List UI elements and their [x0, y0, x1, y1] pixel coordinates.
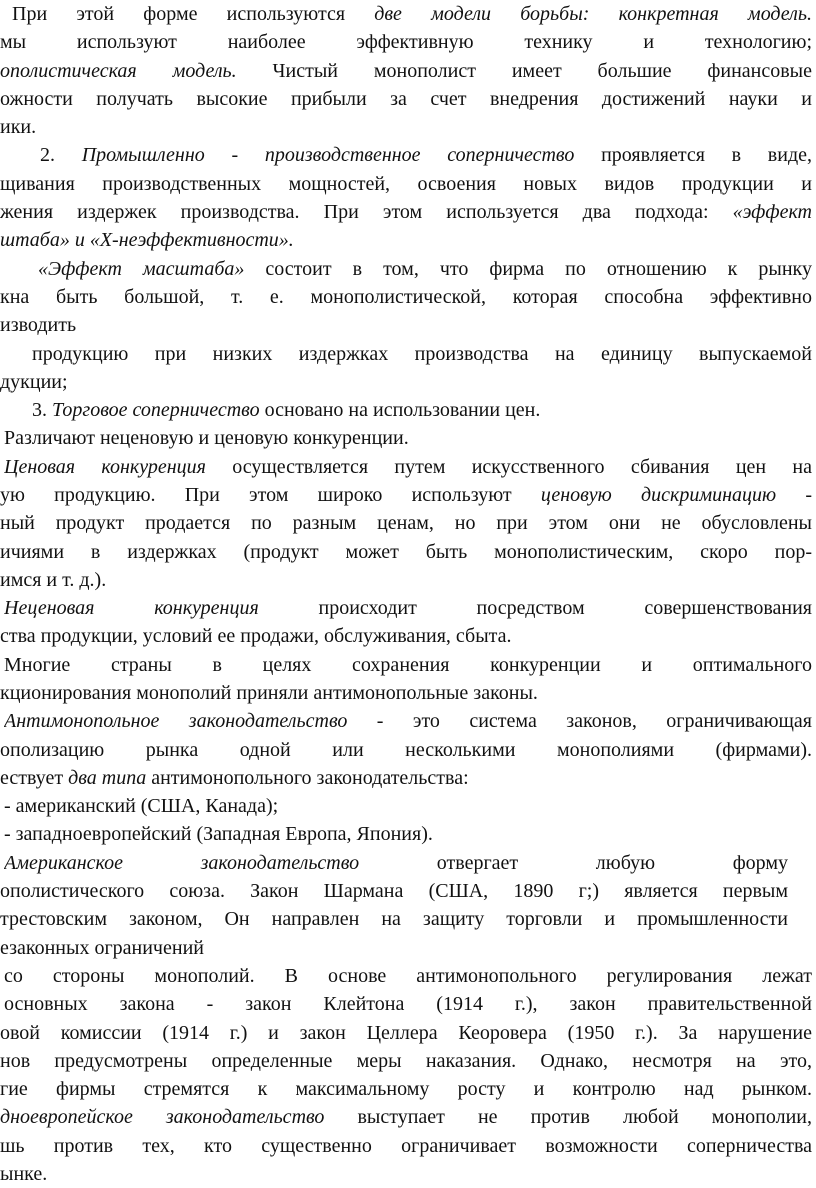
- text-line-03: ополистическая модель. Чистый монополист имеет большие финансовые: [0, 60, 812, 82]
- text-line-42: ынке.: [0, 1163, 48, 1185]
- text-line-31: Американское законодательство отвергает любую форму: [4, 852, 788, 874]
- text-line-36: основных закона - закон Клейтона (1914 г.), закон правительственной: [4, 993, 812, 1015]
- text-line-14: дукции;: [0, 371, 68, 393]
- text-line-01: При этой форме используются две модели борьбы: конкретная модель.: [12, 3, 812, 25]
- text-line-28: ествует два типа антимонопольного законодательства:: [0, 767, 469, 789]
- text-line-09: штаба» и «X-неэффективности».: [0, 229, 294, 251]
- text-line-07: щивания производственных мощностей, освоения новых видов продукции и: [0, 173, 812, 195]
- text-line-23: ства продукции, условий ее продажи, обслуживания, сбыта.: [0, 625, 512, 647]
- text-line-04: ожности получать высокие прибыли за счет внедрения достижений науки и: [0, 88, 812, 110]
- text-line-19: ный продукт продается по разным ценам, но при этом они не обусловлены: [0, 512, 812, 534]
- text-line-13: продукцию при низких издержках производства на единицу выпускаемой: [32, 343, 812, 365]
- text-line-34: езаконных ограничений: [0, 937, 204, 959]
- text-line-21: имся и т. д.).: [0, 569, 107, 591]
- text-line-17: Ценовая конкуренция осуществляется путем искусственного сбивания цен на: [4, 456, 812, 478]
- text-line-41: шь против тех, кто существенно ограничивает возможности соперничества: [0, 1135, 812, 1157]
- text-line-16: Различают неценовую и ценовую конкуренции.: [4, 427, 409, 449]
- text-line-37: овой комиссии (1914 г.) и закон Целлера Кеоровера (1950 г.). За нарушение: [0, 1022, 812, 1044]
- text-line-38: нов предусмотрены определенные меры наказания. Однако, несмотря на это,: [0, 1050, 812, 1072]
- text-line-27: ополизацию рынка одной или несколькими монополиями (фирмами).: [0, 739, 812, 761]
- text-line-25: кционирования монополий приняли антимонопольные законы.: [0, 682, 538, 704]
- text-line-33: трестовским законом, Он направлен на защиту торговли и промышленности: [0, 908, 788, 930]
- text-line-11: кна быть большой, т. е. монополистической, которая способна эффективно: [0, 286, 812, 308]
- text-line-26: Антимонопольное законодательство - это система законов, ограничивающая: [4, 710, 812, 732]
- text-line-29: - американский (США, Канада);: [4, 795, 279, 817]
- text-line-35: со стороны монополий. В основе антимонопольного регулирования лежат: [4, 965, 812, 987]
- text-line-02: мы используют наиболее эффективную технику и технологию;: [0, 31, 812, 53]
- text-line-06: 2. Промышленно - производственное соперничество проявляется в виде,: [40, 144, 812, 166]
- text-line-22: Неценовая конкуренция происходит посредством совершенствования: [4, 597, 812, 619]
- text-line-32: ополистического союза. Закон Шармана (США, 1890 г;) является первым: [0, 880, 788, 902]
- text-line-18: ую продукцию. При этом широко используют ценовую дискриминацию -: [0, 484, 812, 506]
- text-line-40: дноевропейское законодательство выступает не против любой монополии,: [0, 1106, 812, 1128]
- text-line-24: Многие страны в целях сохранения конкуренции и оптимального: [4, 654, 812, 676]
- text-line-05: ики.: [0, 116, 37, 138]
- text-line-10: «Эффект масштаба» состоит в том, что фирма по отношению к рынку: [38, 258, 812, 280]
- text-line-08: жения издержек производства. При этом используется два подхода: «эффект: [0, 201, 812, 223]
- text-line-39: гие фирмы стремятся к максимальному росту и контролю над рынком.: [0, 1078, 812, 1100]
- text-line-20: ичиями в издержках (продукт может быть монополистическим, скоро пор-: [0, 541, 812, 563]
- text-line-30: - западноевропейский (Западная Европа, Япония).: [4, 823, 433, 845]
- text-line-15: 3. Торговое соперничество основано на использовании цен.: [32, 399, 541, 421]
- text-line-12: изводить: [0, 314, 77, 336]
